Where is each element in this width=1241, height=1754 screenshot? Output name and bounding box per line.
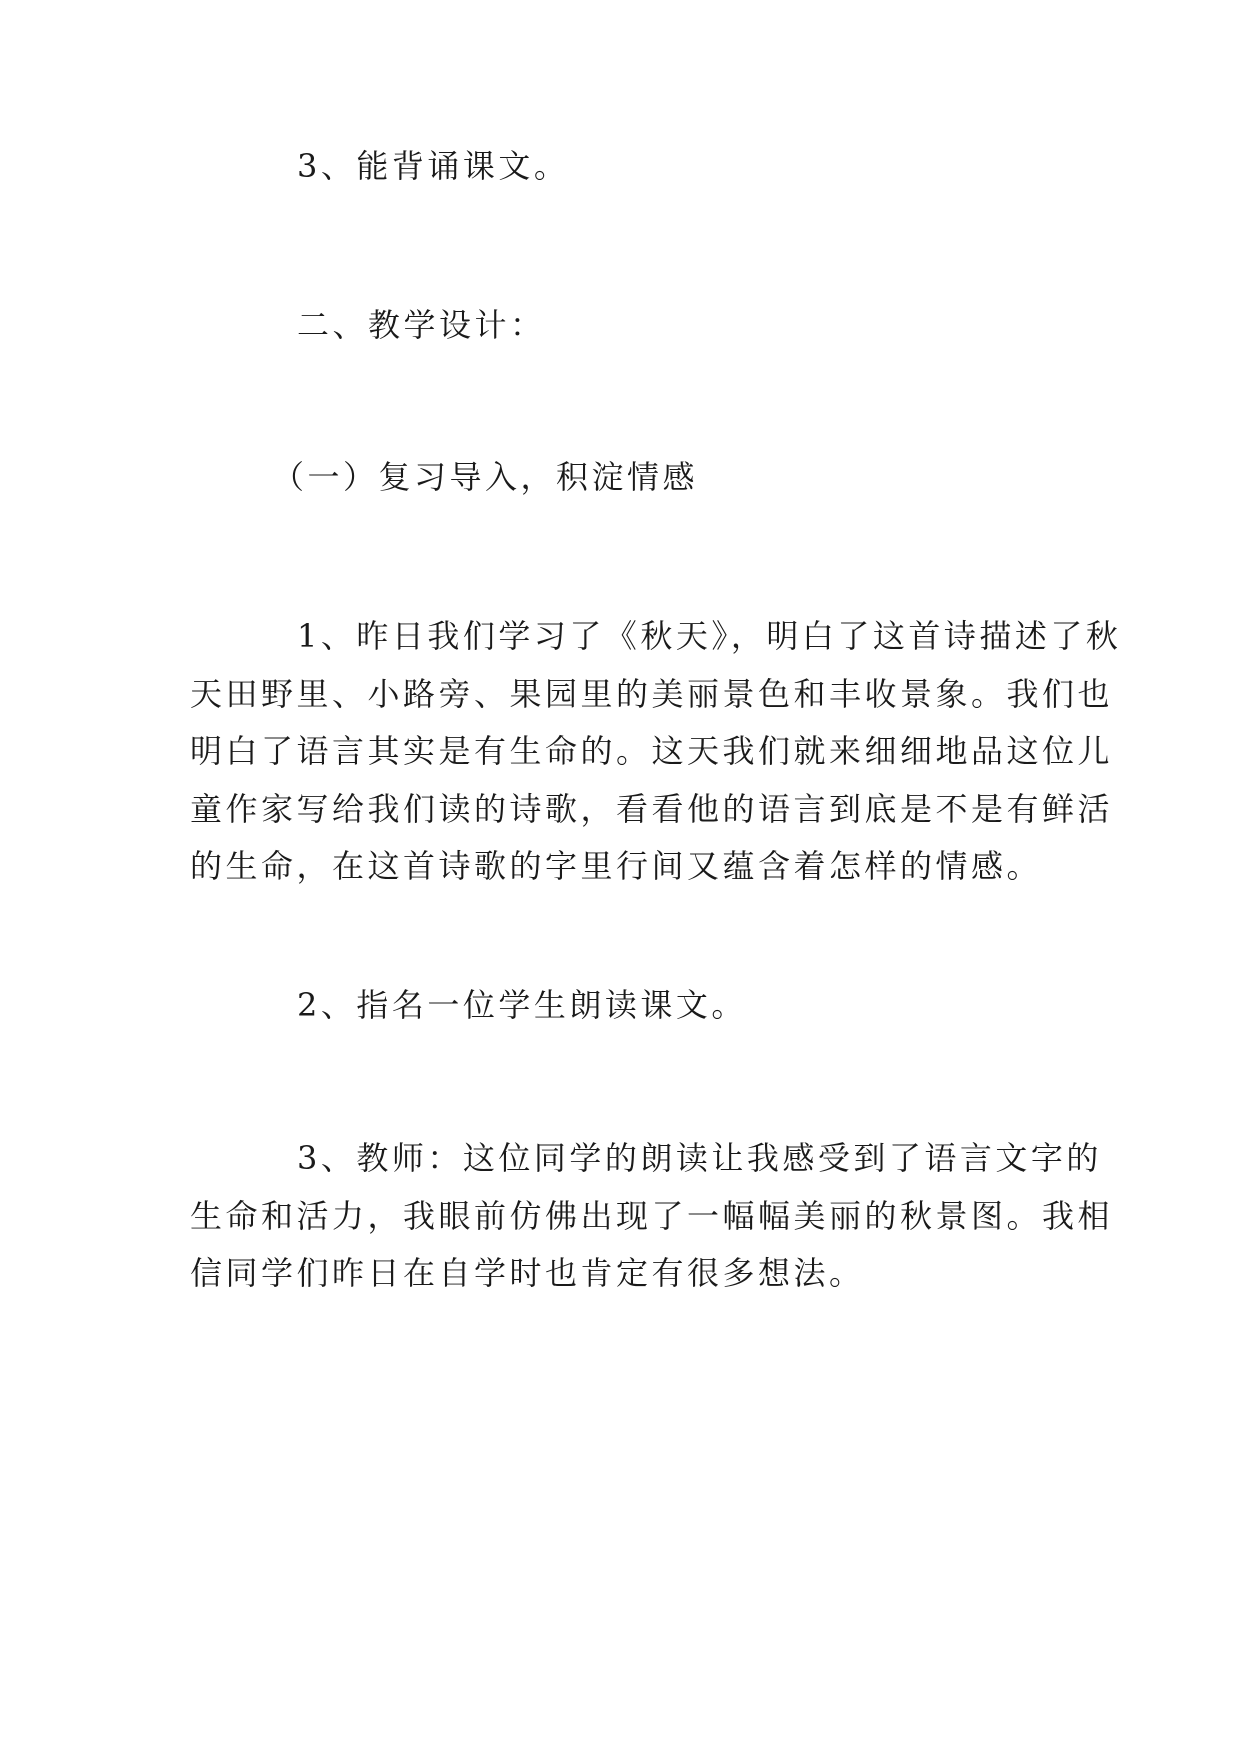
section-heading: 二、教学设计： — [297, 306, 546, 344]
paragraph-line: 生命和活力，我眼前仿佛出现了一幅幅美丽的秋景图。我相 — [190, 1196, 1114, 1235]
paragraph-student-reading — [190, 977, 1060, 1035]
paragraph-line: 天田野里、小路旁、果园里的美丽景色和丰收景象。我们也 — [190, 674, 1114, 713]
paragraph-line: 的生命，在这首诗歌的字里行间又蕴含着怎样的情感。 — [190, 847, 1043, 885]
paragraph-line: 信同学们昨日在自学时也肯定有很多想法。 — [190, 1254, 865, 1292]
paragraph-review-intro — [190, 608, 1122, 896]
list-item-recite-text: 3、能背诵课文。 — [297, 147, 570, 185]
paragraph-line: 2、指名一位学生朗读课文。 — [297, 986, 747, 1024]
paragraph-line: 童作家写给我们读的诗歌，看看他的语言到底是不是有鲜活 — [190, 789, 1114, 828]
paragraph-line: 1、昨日我们学习了《秋天》，明白了这首诗描述了秋 — [297, 617, 1122, 655]
subsection-heading: （一）复习导入，积淀情感 — [272, 458, 699, 496]
paragraph-line: 明白了语言其实是有生命的。这天我们就来细细地品这位儿 — [190, 732, 1114, 770]
paragraph-line: 3、教师：这位同学的朗读让我感受到了语言文字的 — [297, 1139, 1102, 1177]
paragraph-teacher-comment — [190, 1130, 1114, 1303]
